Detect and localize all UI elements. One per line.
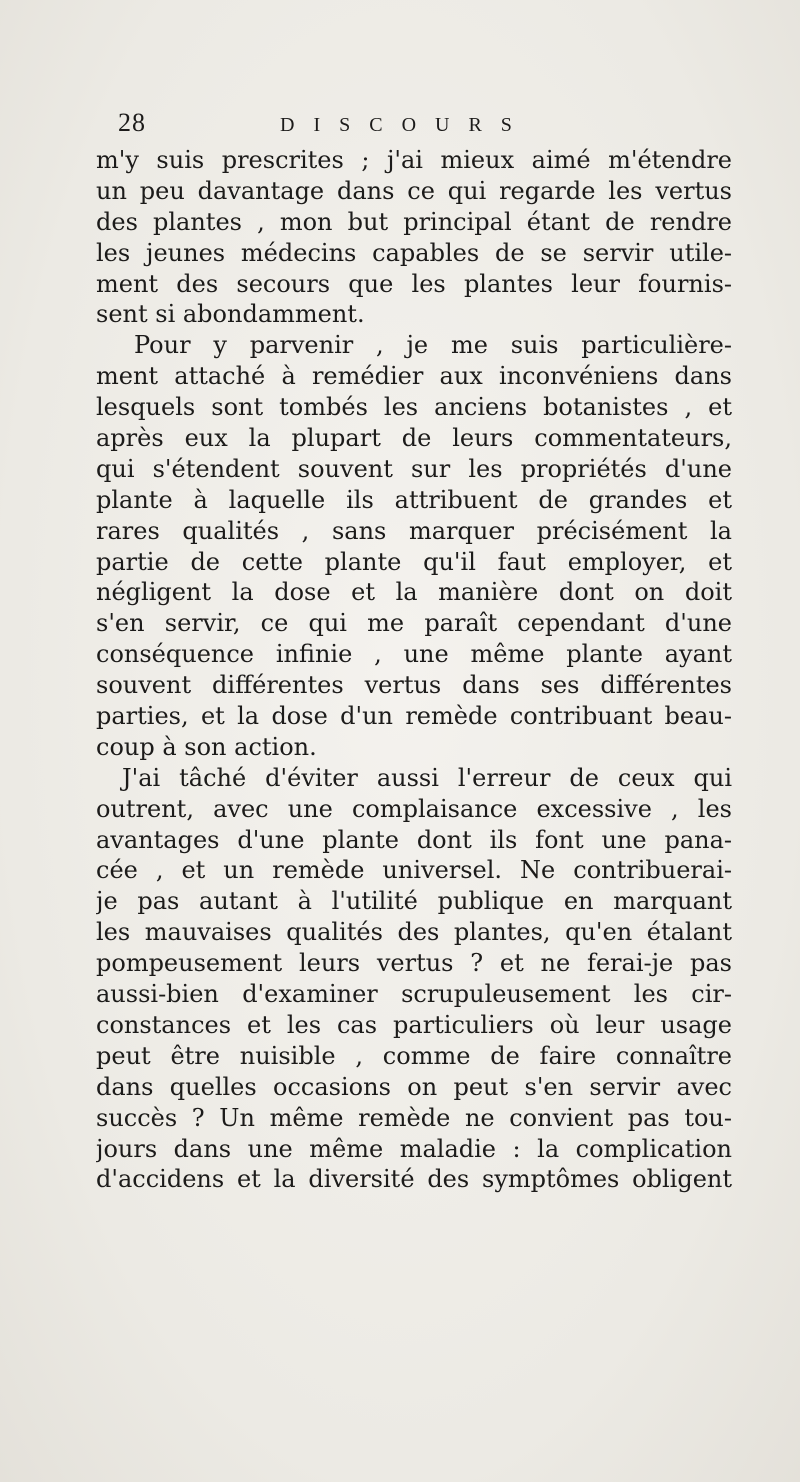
text-line: constances et les cas particuliers où leur usage <box>96 1010 732 1039</box>
text-line: ment attaché à remédier aux inconvéniens dans <box>96 362 732 391</box>
text-line: les mauvaises qualités des plantes, qu'en étalant <box>96 918 732 947</box>
text-line: plante à laquelle ils attribuent de grandes et <box>96 485 732 514</box>
text-line: partie de cette plante qu'il faut employer, et <box>96 547 732 576</box>
text-line: avantages d'une plante dont ils font une pana- <box>96 825 732 854</box>
text-line: sent si abondamment. <box>96 300 365 329</box>
text-line: des plantes , mon but principal étant de rendre <box>96 207 732 236</box>
text-line: après eux la plupart de leurs commentateurs, <box>96 424 732 453</box>
text-line: lesquels sont tombés les anciens botanistes , et <box>96 393 732 422</box>
page-header <box>118 108 738 148</box>
text-line: un peu davantage dans ce qui regarde les vertus <box>96 176 732 205</box>
text-line: succès ? Un même remède ne convient pas tou- <box>96 1103 732 1132</box>
text-line: d'accidens et la diversité des symptômes obligent <box>96 1165 732 1194</box>
text-line: ment des secours que les plantes leur fournis- <box>96 269 732 298</box>
text-line: peut être nuisible , comme de faire connaître <box>96 1041 732 1070</box>
text-line: conséquence infinie , une même plante ayant <box>96 640 732 669</box>
text-line: parties, et la dose d'un remède contribuant beau- <box>96 702 732 731</box>
text-line: qui s'étendent souvent sur les propriétés d'une <box>96 454 732 483</box>
body-text <box>96 145 732 1195</box>
text-line: aussi-bien d'examiner scrupuleusement les cir- <box>96 980 732 1009</box>
text-line: s'en servir, ce qui me paraît cependant d'une <box>96 609 732 638</box>
text-line: les jeunes médecins capables de se servir utile- <box>96 238 732 267</box>
text-line: négligent la dose et la manière dont on doit <box>96 578 732 607</box>
paragraph-start-line: Pour y parvenir , je me suis particulière- <box>134 331 732 360</box>
text-line: rares qualités , sans marquer précisément la <box>96 516 732 545</box>
text-line: dans quelles occasions on peut s'en servir avec <box>96 1072 732 1101</box>
text-line: cée , et un remède universel. Ne contribuerai- <box>96 856 732 885</box>
text-line: pompeusement leurs vertus ? et ne ferai-je pas <box>96 949 732 978</box>
text-line: coup à son action. <box>96 732 317 761</box>
text-line: outrent, avec une complaisance excessive , les <box>96 794 732 823</box>
paragraph-start-line: J'ai tâché d'éviter aussi l'erreur de ceux qui <box>122 763 732 792</box>
page-number: 28 <box>118 108 146 137</box>
text-line: souvent différentes vertus dans ses différentes <box>96 671 732 700</box>
text-line: je pas autant à l'utilité publique en marquant <box>96 887 732 916</box>
text-line: m'y suis prescrites ; j'ai mieux aimé m'étendre <box>96 146 732 174</box>
text-line: jours dans une même maladie : la complication <box>96 1134 732 1163</box>
running-head: DISCOURS <box>280 114 531 136</box>
